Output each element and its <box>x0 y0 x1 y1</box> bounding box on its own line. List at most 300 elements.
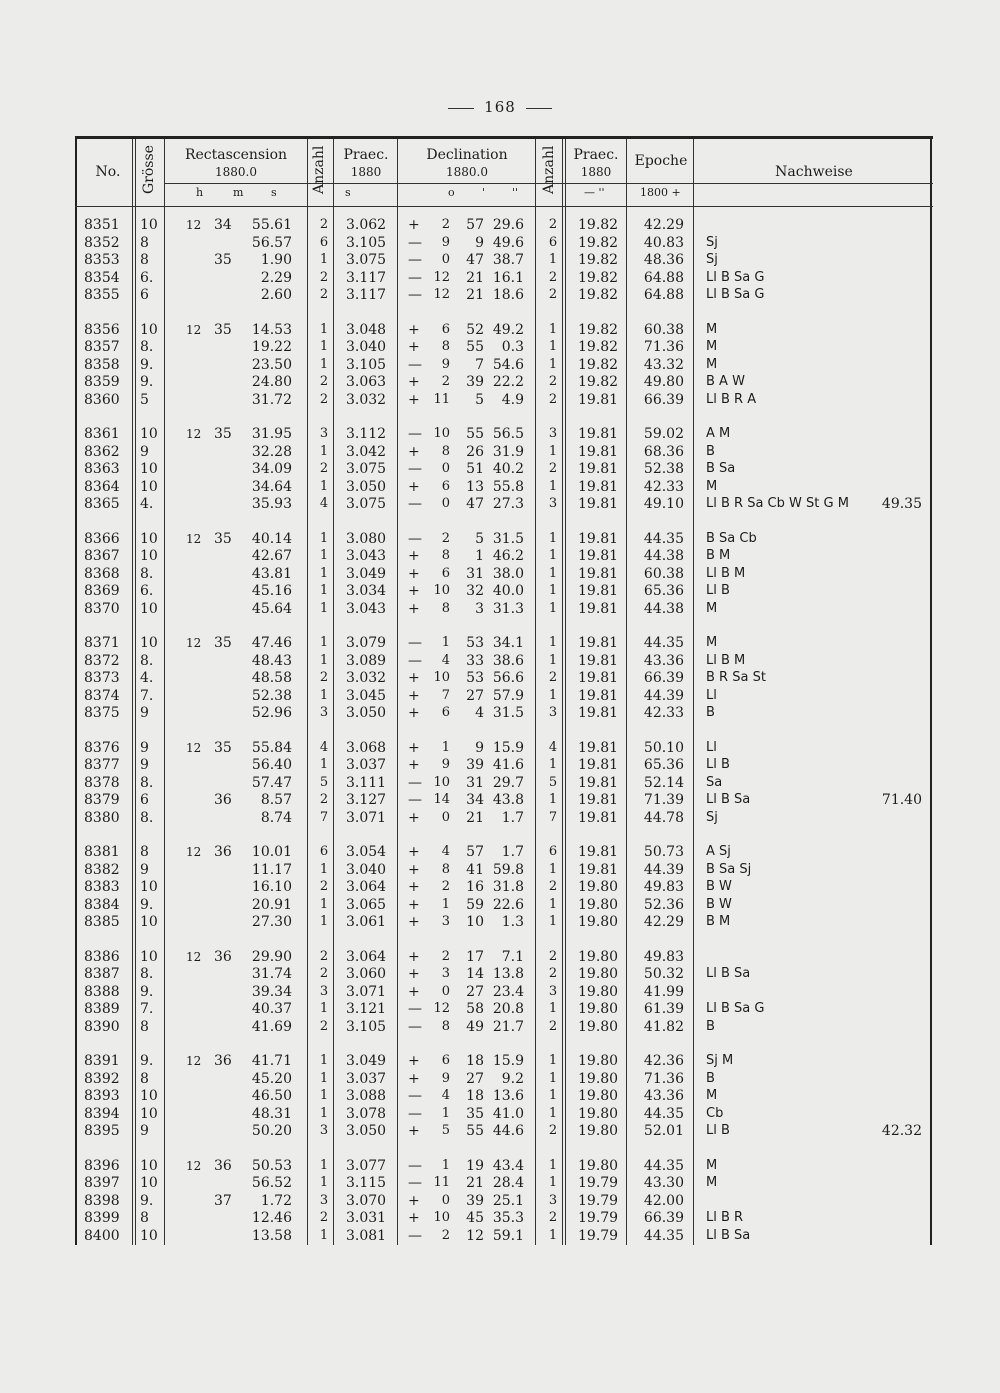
table-row <box>0 1087 1000 1105</box>
dec-count: 1 <box>548 1105 558 1121</box>
ra-precession: 3.062 <box>346 217 387 233</box>
epoch: 44.38 <box>643 548 684 565</box>
dec-precession: 19.81 <box>578 583 619 600</box>
ra-count: 4 <box>319 739 329 755</box>
dec-degrees: 0 <box>441 983 450 999</box>
magnitude: 10 <box>140 461 158 478</box>
ra-count: 2 <box>319 1018 329 1034</box>
ra-seconds: 23.50 <box>251 356 292 373</box>
table-row <box>0 1209 1000 1227</box>
dec-degrees: 1 <box>441 1157 450 1173</box>
ra-precession: 3.037 <box>346 757 387 774</box>
dec-degrees: 9 <box>441 356 450 372</box>
dec-count: 1 <box>548 1053 558 1068</box>
references: Ll B R <box>706 1210 744 1226</box>
table-row <box>0 983 1000 1001</box>
ra-count: 2 <box>319 792 329 808</box>
header-praec-ra-unit: s <box>345 186 351 199</box>
ra-seconds: 27.30 <box>251 914 292 931</box>
epoch: 71.36 <box>643 1070 684 1087</box>
dec-precession: 19.81 <box>578 461 619 478</box>
header-epoche: Epoche <box>634 153 688 169</box>
dec-degrees: 9 <box>441 234 450 250</box>
magnitude: 7. <box>140 1001 154 1018</box>
epoch: 60.38 <box>643 321 684 338</box>
dec-seconds: 38.0 <box>492 565 524 582</box>
ra-seconds: 32.28 <box>251 443 292 460</box>
header-dec-unit-deg: o <box>448 186 455 199</box>
table-row <box>0 948 1000 966</box>
dec-count: 3 <box>548 1192 558 1208</box>
magnitude: 10 <box>140 948 158 965</box>
references: Sj <box>706 252 718 268</box>
references: Cb <box>706 1105 724 1121</box>
ra-precession: 3.079 <box>346 635 387 651</box>
dec-precession: 19.80 <box>578 1123 619 1140</box>
ra-count: 6 <box>319 844 329 859</box>
ra-count: 1 <box>319 861 329 877</box>
dec-seconds: 31.9 <box>492 443 524 460</box>
dec-precession: 19.81 <box>578 792 619 809</box>
dec-precession: 19.82 <box>578 234 619 251</box>
dec-count: 2 <box>548 461 558 477</box>
dec-minutes: 5 <box>475 530 484 547</box>
dec-seconds: 56.6 <box>492 670 524 687</box>
epoch: 52.36 <box>643 896 684 913</box>
extra-value: 42.32 <box>881 1123 922 1140</box>
ra-seconds: 43.81 <box>251 565 292 582</box>
dec-count: 2 <box>548 879 558 895</box>
dec-minutes: 41 <box>466 861 484 878</box>
dec-seconds: 27.3 <box>492 496 524 513</box>
references: Ll B Sa G <box>706 269 765 285</box>
dec-precession: 19.80 <box>578 879 619 896</box>
dec-precession: 19.82 <box>578 287 619 304</box>
ra-seconds: 55.61 <box>251 217 292 233</box>
references: B <box>706 443 715 459</box>
dec-count: 1 <box>548 443 558 459</box>
dec-sign: — <box>408 652 422 669</box>
dec-sign: + <box>408 548 420 565</box>
magnitude: 8. <box>140 774 154 791</box>
dec-sign: + <box>408 809 420 826</box>
star-number: 8399 <box>84 1210 120 1227</box>
magnitude: 8 <box>140 844 149 860</box>
dec-sign: + <box>408 391 420 408</box>
dec-seconds: 34.1 <box>492 635 524 651</box>
dec-count: 2 <box>548 269 558 285</box>
dec-degrees: 12 <box>433 1001 450 1017</box>
ra-count: 1 <box>319 339 329 355</box>
dec-sign: — <box>408 1227 422 1244</box>
dec-count: 2 <box>548 966 558 982</box>
dec-precession: 19.79 <box>578 1192 619 1209</box>
ra-count: 1 <box>319 548 329 564</box>
dec-count: 1 <box>548 356 558 372</box>
dec-count: 1 <box>548 1157 558 1173</box>
ra-seconds: 50.20 <box>251 1123 292 1140</box>
ra-seconds: 56.52 <box>251 1175 292 1192</box>
dec-seconds: 43.4 <box>492 1157 524 1174</box>
table-row <box>0 687 1000 705</box>
dec-seconds: 46.2 <box>492 548 524 565</box>
references: Ll B Sa G <box>706 287 765 303</box>
dec-precession: 19.82 <box>578 217 619 233</box>
ra-count: 1 <box>319 1157 329 1173</box>
dec-sign: — <box>408 287 422 304</box>
dec-degrees: 10 <box>433 670 450 686</box>
dec-minutes: 27 <box>466 983 484 1000</box>
star-number: 8353 <box>84 252 120 269</box>
dec-count: 6 <box>548 234 558 250</box>
table-row <box>0 286 1000 304</box>
table-row <box>0 791 1000 809</box>
dec-minutes: 21 <box>466 809 484 826</box>
star-number: 8365 <box>84 496 120 513</box>
epoch: 42.33 <box>643 478 684 495</box>
dec-precession: 19.82 <box>578 374 619 391</box>
star-number: 8390 <box>84 1018 120 1035</box>
ra-count: 2 <box>319 269 329 285</box>
ra-seconds: 48.31 <box>251 1105 292 1122</box>
magnitude: 6 <box>140 287 149 304</box>
dec-degrees: 1 <box>441 635 450 650</box>
dec-minutes: 12 <box>466 1227 484 1244</box>
dec-sign: + <box>408 1123 420 1140</box>
ra-count: 1 <box>319 356 329 372</box>
table-row <box>0 1227 1000 1245</box>
star-number: 8355 <box>84 287 120 304</box>
epoch: 40.83 <box>643 234 684 251</box>
dec-sign: — <box>408 530 422 547</box>
ra-minutes: 34 <box>214 217 232 233</box>
ra-precession: 3.117 <box>346 287 387 304</box>
dec-count: 1 <box>548 635 558 650</box>
dec-seconds: 16.1 <box>492 269 524 286</box>
ra-count: 1 <box>319 914 329 930</box>
dec-sign: — <box>408 1018 422 1035</box>
references: B Sa Sj <box>706 861 752 877</box>
dec-sign: + <box>408 861 420 878</box>
epoch: 64.88 <box>643 269 684 286</box>
dec-sign: — <box>408 1088 422 1105</box>
dec-seconds: 0.3 <box>501 339 524 356</box>
dec-minutes: 32 <box>466 583 484 600</box>
references: Sj M <box>706 1053 734 1068</box>
ra-precession: 3.048 <box>346 321 387 338</box>
ra-precession: 3.071 <box>346 809 387 826</box>
magnitude: 9 <box>140 861 149 878</box>
ra-count: 3 <box>319 705 329 721</box>
references: M <box>706 339 718 355</box>
dec-count: 2 <box>548 670 558 686</box>
table-row <box>0 234 1000 252</box>
dec-sign: + <box>408 844 420 860</box>
ra-precession: 3.064 <box>346 948 387 965</box>
table-row <box>0 269 1000 287</box>
ra-precession: 3.081 <box>346 1227 387 1244</box>
dec-degrees: 9 <box>441 757 450 773</box>
header-praec-dec: Praec. <box>573 147 619 163</box>
ra-seconds: 48.58 <box>251 670 292 687</box>
header-ra-title: Rectascension <box>184 147 288 163</box>
dec-minutes: 27 <box>466 1070 484 1087</box>
dec-minutes: 52 <box>466 321 484 338</box>
dec-seconds: 56.5 <box>492 426 524 442</box>
ra-seconds: 56.40 <box>251 757 292 774</box>
dec-sign: + <box>408 948 420 965</box>
ra-hours: 12 <box>186 845 202 859</box>
dec-seconds: 41.0 <box>492 1105 524 1122</box>
dec-precession: 19.80 <box>578 1105 619 1122</box>
magnitude: 9. <box>140 1053 154 1069</box>
references: Ll <box>706 687 717 703</box>
epoch: 49.83 <box>643 879 684 896</box>
dec-count: 2 <box>548 1123 558 1139</box>
header-anzahl2: Anzahl <box>541 145 557 194</box>
table-row <box>0 965 1000 983</box>
dec-seconds: 31.3 <box>492 600 524 617</box>
magnitude: 9. <box>140 896 154 913</box>
header-praec-ra-year: 1880 <box>350 165 382 179</box>
dec-seconds: 13.8 <box>492 966 524 983</box>
dec-count: 2 <box>548 1210 558 1226</box>
ra-precession: 3.071 <box>346 983 387 1000</box>
ra-seconds: 46.50 <box>251 1088 292 1105</box>
dec-minutes: 35 <box>466 1105 484 1122</box>
dec-degrees: 8 <box>441 1018 450 1034</box>
dec-degrees: 8 <box>441 443 450 459</box>
epoch: 49.83 <box>643 948 684 965</box>
dec-minutes: 51 <box>466 461 484 478</box>
dec-degrees: 3 <box>441 966 450 982</box>
ra-count: 3 <box>319 1123 329 1139</box>
star-number: 8381 <box>84 844 120 860</box>
star-number: 8387 <box>84 966 120 983</box>
ra-count: 2 <box>319 1210 329 1226</box>
epoch: 64.88 <box>643 287 684 304</box>
epoch: 60.38 <box>643 565 684 582</box>
magnitude: 8. <box>140 652 154 669</box>
dec-degrees: 0 <box>441 496 450 512</box>
dec-seconds: 1.7 <box>501 809 524 826</box>
ra-precession: 3.078 <box>346 1105 387 1122</box>
star-number: 8388 <box>84 983 120 1000</box>
dec-sign: — <box>408 356 422 373</box>
dec-minutes: 18 <box>466 1088 484 1105</box>
dec-degrees: 2 <box>441 879 450 895</box>
dec-seconds: 31.8 <box>492 879 524 896</box>
star-number: 8391 <box>84 1053 120 1069</box>
magnitude: 10 <box>140 530 158 547</box>
references: Sj <box>706 234 718 250</box>
dec-seconds: 21.7 <box>492 1018 524 1035</box>
dec-sign: + <box>408 966 420 983</box>
dec-sign: + <box>408 670 420 687</box>
epoch: 68.36 <box>643 443 684 460</box>
dec-seconds: 43.8 <box>492 792 524 809</box>
references: B A W <box>706 374 745 390</box>
table-row <box>0 216 1000 234</box>
star-number: 8379 <box>84 792 120 809</box>
rule-header-bottom <box>75 206 933 207</box>
star-number: 8361 <box>84 426 120 442</box>
dec-degrees: 2 <box>441 374 450 390</box>
dec-minutes: 58 <box>466 1001 484 1018</box>
dec-count: 1 <box>548 252 558 268</box>
dec-degrees: 8 <box>441 548 450 564</box>
epoch: 66.39 <box>643 670 684 687</box>
magnitude: 10 <box>140 478 158 495</box>
dec-minutes: 45 <box>466 1210 484 1227</box>
ra-precession: 3.050 <box>346 705 387 722</box>
star-number: 8362 <box>84 443 120 460</box>
epoch: 41.82 <box>643 1018 684 1035</box>
dec-count: 1 <box>548 583 558 599</box>
dec-precession: 19.80 <box>578 914 619 931</box>
ra-minutes: 36 <box>214 792 232 809</box>
dec-seconds: 44.6 <box>492 1123 524 1140</box>
dec-count: 1 <box>548 1070 558 1086</box>
dec-seconds: 20.8 <box>492 1001 524 1018</box>
ra-count: 2 <box>319 948 329 964</box>
ra-hours: 12 <box>186 218 202 232</box>
header-dec-title: Declination <box>426 147 508 163</box>
ra-minutes: 37 <box>214 1192 232 1209</box>
magnitude: 8. <box>140 809 154 826</box>
dec-degrees: 1 <box>441 1105 450 1121</box>
epoch: 52.14 <box>643 774 684 791</box>
ra-count: 2 <box>319 287 329 303</box>
header-dec-unit-min: ' <box>482 186 486 199</box>
dec-minutes: 7 <box>475 356 484 373</box>
dec-count: 1 <box>548 896 558 912</box>
ra-count: 2 <box>319 966 329 982</box>
dec-degrees: 0 <box>441 461 450 477</box>
ra-seconds: 45.20 <box>251 1070 292 1087</box>
dec-precession: 19.80 <box>578 896 619 913</box>
dec-sign: — <box>408 252 422 269</box>
star-number: 8373 <box>84 670 120 687</box>
dec-degrees: 0 <box>441 809 450 825</box>
dec-precession: 19.80 <box>578 983 619 1000</box>
ra-count: 1 <box>319 652 329 668</box>
dec-count: 2 <box>548 287 558 303</box>
table-row <box>0 478 1000 496</box>
ra-count: 1 <box>319 1070 329 1086</box>
epoch: 66.39 <box>643 391 684 408</box>
references: A M <box>706 426 731 441</box>
header-groesse: Grösse <box>141 145 157 194</box>
dec-minutes: 59 <box>466 896 484 913</box>
ra-hours: 12 <box>186 427 202 441</box>
dec-sign: — <box>408 792 422 809</box>
dec-precession: 19.81 <box>578 530 619 547</box>
dec-minutes: 9 <box>475 739 484 756</box>
star-number: 8368 <box>84 565 120 582</box>
page-number <box>0 98 1000 116</box>
epoch: 52.01 <box>643 1123 684 1140</box>
references: Ll B R A <box>706 391 757 407</box>
magnitude: 4. <box>140 670 154 687</box>
ra-precession: 3.088 <box>346 1088 387 1105</box>
ra-count: 2 <box>319 879 329 895</box>
ra-precession: 3.105 <box>346 356 387 373</box>
ra-seconds: 45.16 <box>251 583 292 600</box>
ra-count: 1 <box>319 1105 329 1121</box>
header-dec-unit-sec: '' <box>512 186 519 199</box>
dec-sign: — <box>408 1001 422 1018</box>
table-row <box>0 373 1000 391</box>
dec-precession: 19.80 <box>578 1018 619 1035</box>
dec-minutes: 57 <box>466 217 484 233</box>
magnitude: 10 <box>140 914 158 931</box>
star-number: 8386 <box>84 948 120 965</box>
ra-precession: 3.032 <box>346 670 387 687</box>
header-no: No. <box>95 164 121 180</box>
dec-precession: 19.81 <box>578 443 619 460</box>
star-number: 8369 <box>84 583 120 600</box>
dec-sign: + <box>408 600 420 617</box>
epoch: 59.02 <box>643 426 684 442</box>
dec-seconds: 29.7 <box>492 774 524 791</box>
star-number: 8358 <box>84 356 120 373</box>
header-nachweise: Nachweise <box>775 164 853 180</box>
magnitude: 8 <box>140 1070 149 1087</box>
dec-sign: + <box>408 1192 420 1209</box>
ra-seconds: 45.64 <box>251 600 292 617</box>
dec-count: 1 <box>548 861 558 877</box>
epoch: 48.36 <box>643 252 684 269</box>
ra-count: 1 <box>319 600 329 616</box>
dec-count: 5 <box>548 774 558 790</box>
dec-degrees: 2 <box>441 217 450 232</box>
ra-count: 1 <box>319 530 329 546</box>
ra-seconds: 14.53 <box>251 321 292 338</box>
ra-seconds: 41.71 <box>251 1053 292 1069</box>
star-number: 8382 <box>84 861 120 878</box>
ra-count: 4 <box>319 496 329 512</box>
dec-minutes: 17 <box>466 948 484 965</box>
ra-count: 2 <box>319 670 329 686</box>
ra-count: 2 <box>319 391 329 407</box>
references: Ll B M <box>706 652 746 668</box>
magnitude: 10 <box>140 1105 158 1122</box>
ra-precession: 3.063 <box>346 374 387 391</box>
ra-precession: 3.050 <box>346 1123 387 1140</box>
ra-seconds: 2.29 <box>260 269 292 286</box>
dec-precession: 19.79 <box>578 1227 619 1244</box>
dec-count: 3 <box>548 705 558 721</box>
dec-minutes: 9 <box>475 234 484 251</box>
ra-precession: 3.070 <box>346 1192 387 1209</box>
ra-seconds: 42.67 <box>251 548 292 565</box>
table-row <box>0 809 1000 827</box>
dec-precession: 19.80 <box>578 948 619 965</box>
dec-minutes: 47 <box>466 252 484 269</box>
ra-count: 1 <box>319 635 329 650</box>
star-number: 8375 <box>84 705 120 722</box>
dec-precession: 19.81 <box>578 757 619 774</box>
epoch: 65.36 <box>643 757 684 774</box>
ra-seconds: 50.53 <box>251 1157 292 1174</box>
ra-count: 3 <box>319 1192 329 1208</box>
references: M <box>706 478 718 494</box>
table-row <box>0 1018 1000 1036</box>
references: Ll B <box>706 757 730 773</box>
ra-seconds: 55.84 <box>251 739 292 756</box>
dec-degrees: 6 <box>441 705 450 721</box>
